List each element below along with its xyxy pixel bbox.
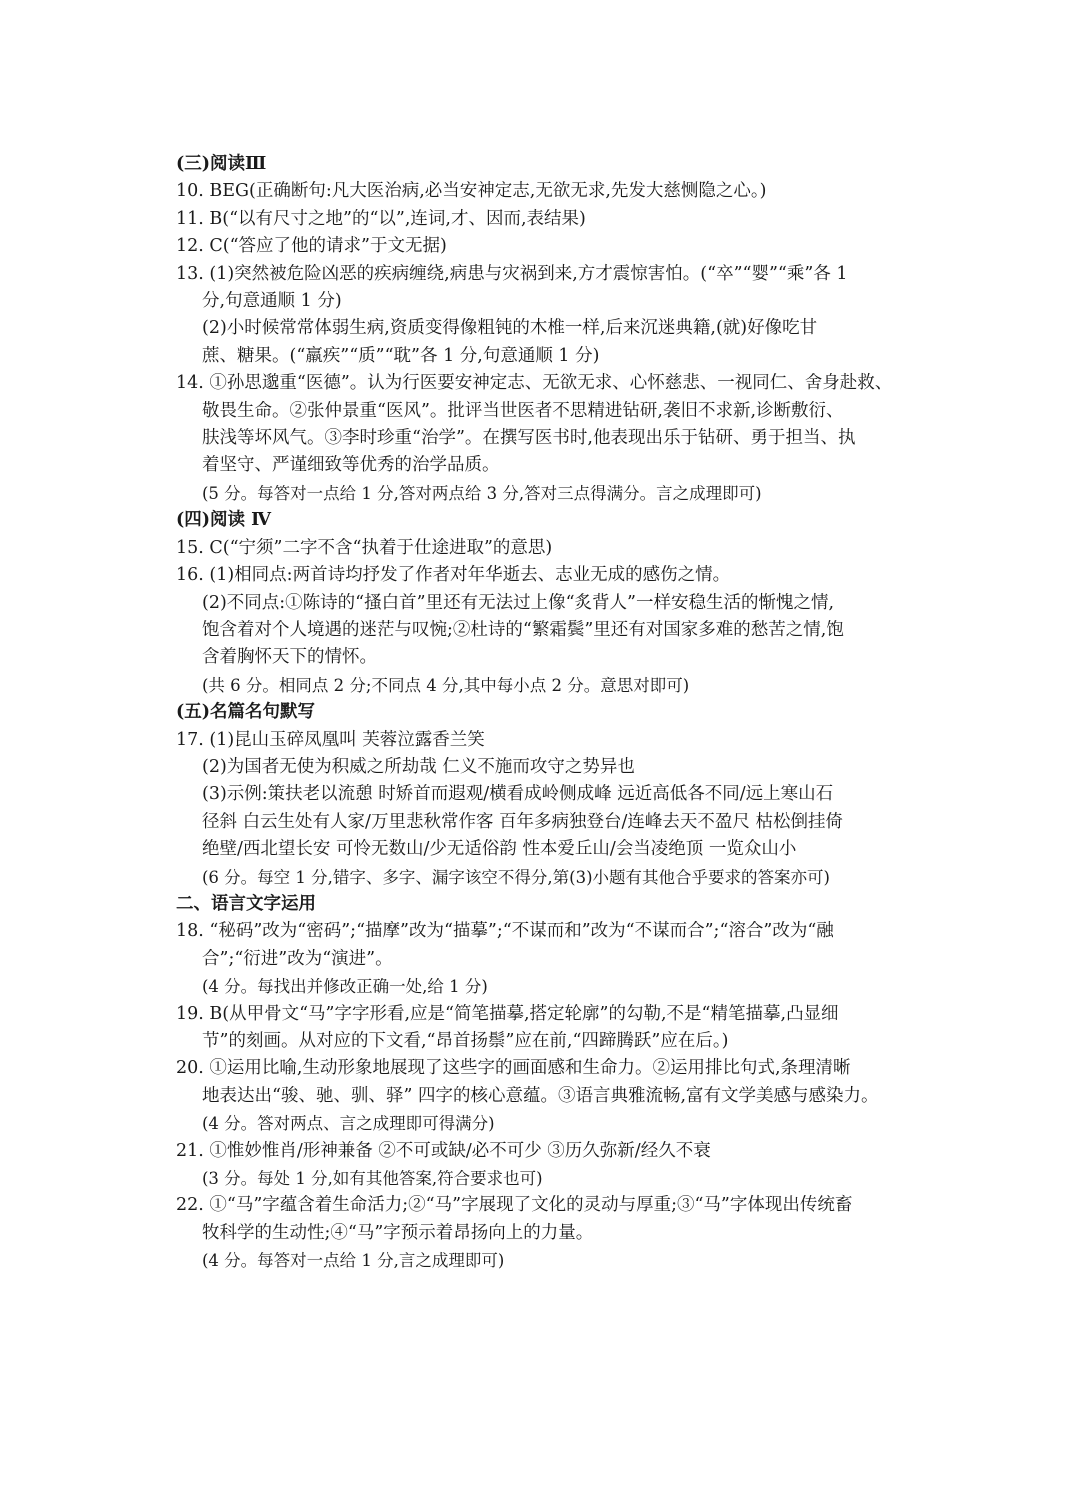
answer-line: (2)为国者无使为积威之所劫哉 仁义不施而攻守之势异也: [202, 756, 635, 777]
answer-line: 含着胸怀天下的情怀。: [202, 647, 377, 668]
section-heading: (五)名篇名句默写: [176, 702, 316, 723]
answer-line: 着坚守、严谨细致等优秀的治学品质。: [202, 455, 500, 476]
answer-line: (2)小时候常常体弱生病,资质变得像粗钝的木椎一样,后来沉迷典籍,(就)好像吃甘: [202, 318, 818, 339]
answer-line: 11. B(“以有尺寸之地”的“以”,连词,才、因而,表结果): [176, 208, 586, 229]
answer-line: (3)示例:策扶老以流憩 时矫首而遐观/横看成岭侧成峰 远近高低各不同/远上寒山石: [202, 784, 834, 805]
answer-line: 蔗、糖果。(“羸疾”“质”“耽”各 1 分,句意通顺 1 分): [202, 345, 600, 366]
answer-line: 敬畏生命。②张仲景重“医风”。批评当世医者不思精进钻研,袭旧不求新,诊断敷衍、: [202, 400, 844, 421]
answer-line: 14. ①孙思邈重“医德”。认为行医要安神定志、无欲无求、心怀慈悲、一视同仁、舍身赴救、: [176, 373, 893, 394]
answer-line: 10. BEG(正确断句:凡大医治病,必当安神定志,无欲无求,先发大慈恻隐之心。): [176, 181, 767, 202]
answer-line: 肤浅等坏风气。③李时珍重“治学”。在撰写医书时,他表现出乐于钻研、勇于担当、执: [202, 428, 856, 449]
answer-line: 分,句意通顺 1 分): [202, 291, 342, 312]
answer-line: 径斜 白云生处有人家/万里悲秋常作客 百年多病独登台/连峰去天不盈尺 枯松倒挂倚: [202, 811, 843, 832]
scoring-note: (4 分。每答对一点给 1 分,言之成理即可): [202, 1251, 505, 1271]
answer-line: 绝壁/西北望长安 可怜无数山/少无适俗韵 性本爱丘山/会当凌绝顶 一览众山小: [202, 839, 797, 860]
section-heading: (四)阅读 Ⅳ: [176, 510, 272, 531]
scoring-note: (4 分。答对两点、言之成理即可得满分): [202, 1114, 495, 1134]
answer-line: 15. C(“宁须”二字不含“执着于仕途进取”的意思): [176, 537, 553, 558]
scoring-note: (4 分。每找出并修改正确一处,给 1 分): [202, 977, 488, 997]
answer-line: 13. (1)突然被危险凶恶的疾病缠绕,病患与灾祸到来,方才震惊害怕。(“卒”“婴”“乘”各 1: [176, 263, 848, 284]
answer-line: 节”的刻画。从对应的下文看,“昂首扬鬃”应在前,“四蹄腾跃”应在后。): [202, 1031, 729, 1051]
section-heading: 二、语言文字运用: [176, 893, 316, 914]
answer-line: (2)不同点:①陈诗的“搔白首”里还有无法过上像“炙背人”一样安稳生活的惭愧之情,: [202, 592, 835, 613]
answer-line: 21. ①惟妙惟肖/形神兼备 ②不可或缺/必不可少 ③历久弥新/经久不衰: [176, 1140, 711, 1161]
answer-line: 牧科学的生动性;④“马”字预示着昂扬向上的力量。: [202, 1222, 594, 1243]
answer-line: 22. ①“马”字蕴含着生命活力;②“马”字展现了文化的灵动与厚重;③“马”字体现出传统畜: [176, 1195, 853, 1216]
scoring-note: (3 分。每处 1 分,如有其他答案,符合要求也可): [202, 1169, 543, 1189]
answer-line: 地表达出“骏、驰、驯、驿” 四字的核心意蕴。③语言典雅流畅,富有文学美感与感染力。: [202, 1085, 879, 1106]
answer-line: 18. “秘码”改为“密码”;“描摩”改为“描摹”;“不谋而和”改为“不谋而合”;“溶合”改为“融: [176, 921, 834, 942]
scoring-note: (5 分。每答对一点给 1 分,答对两点给 3 分,答对三点得满分。言之成理即可): [202, 483, 762, 503]
section-heading: (三)阅读Ⅲ: [176, 154, 267, 174]
scoring-note: (共 6 分。相同点 2 分;不同点 4 分,其中每小点 2 分。意思对即可): [202, 675, 690, 695]
answer-line: 17. (1)昆山玉碎凤凰叫 芙蓉泣露香兰笑: [176, 729, 485, 750]
answer-line: 饱含着对个人境遇的迷茫与叹惋;②杜诗的“繁霜鬓”里还有对国家多难的愁苦之情,饱: [202, 619, 844, 640]
answer-line: 19. B(从甲骨文“马”字字形看,应是“简笔描摹,搭定轮廓”的勾勒,不是“精笔描摹,凸显细: [176, 1003, 839, 1024]
answer-line: 16. (1)相同点:两首诗均抒发了作者对年华逝去、志业无成的感伤之情。: [176, 565, 731, 586]
answer-key-content: [176, 151, 921, 1275]
answer-line: 12. C(“答应了他的请求”于文无据): [176, 236, 447, 257]
answer-line: 20. ①运用比喻,生动形象地展现了这些字的画面感和生命力。②运用排比句式,条理清晰: [176, 1058, 851, 1079]
scoring-note: (6 分。每空 1 分,错字、多字、漏字该空不得分,第(3)小题有其他合乎要求的答案亦可): [202, 867, 830, 887]
answer-line: 合”;“衍进”改为“演进”。: [202, 948, 393, 969]
